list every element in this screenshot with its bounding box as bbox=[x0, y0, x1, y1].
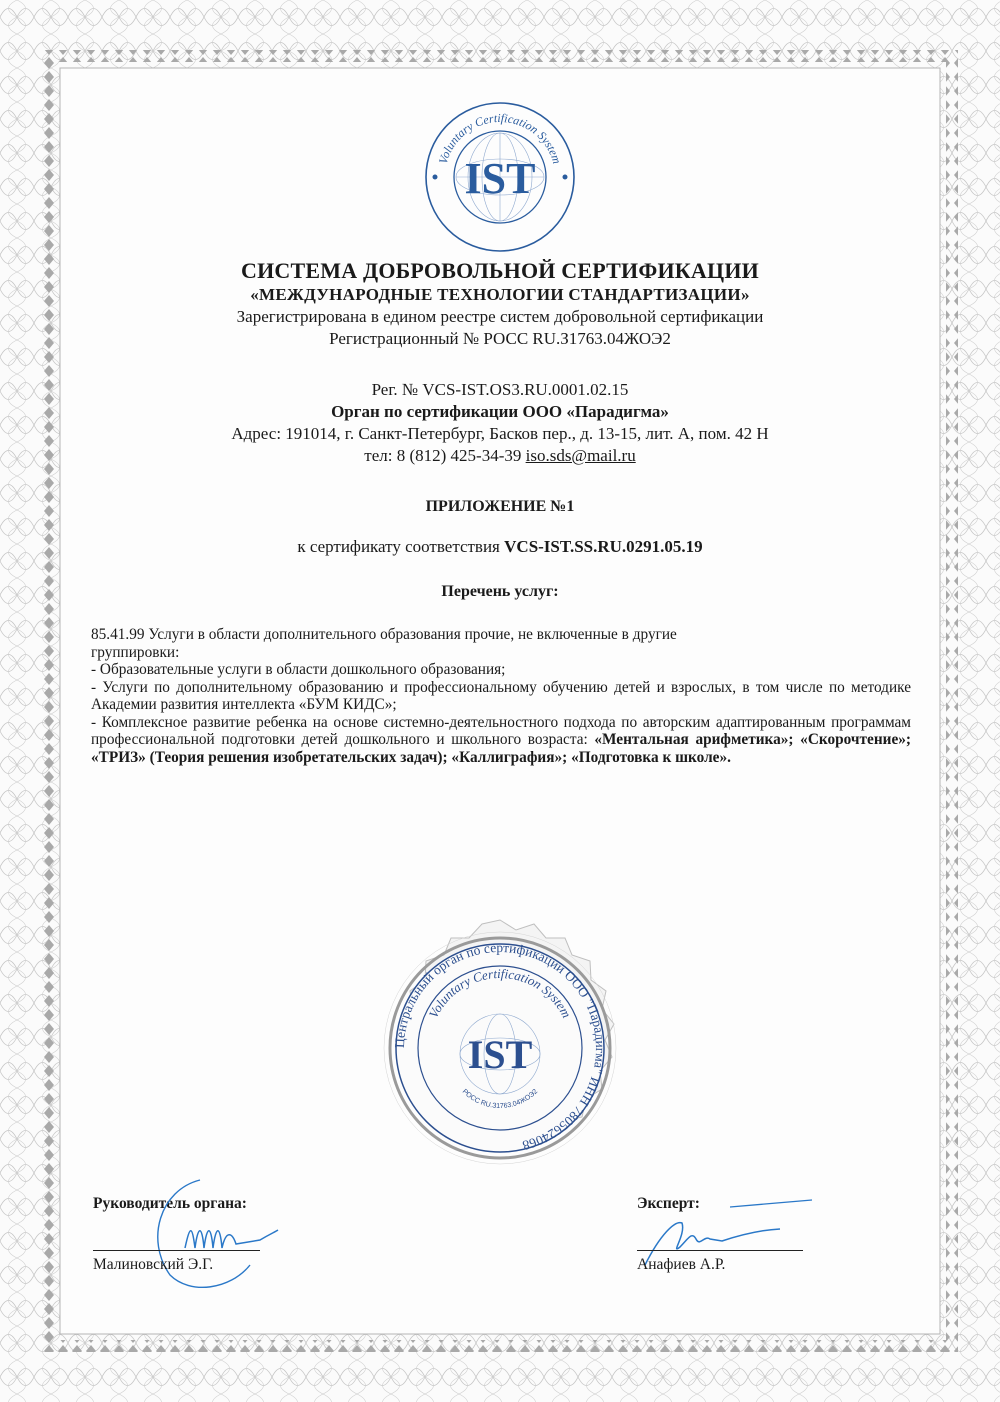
certification-seal bbox=[368, 916, 632, 1180]
system-subtitle: «МЕЖДУНАРОДНЫЕ ТЕХНОЛОГИИ СТАНДАРТИЗАЦИИ» bbox=[250, 285, 750, 304]
appendix-title bbox=[0, 498, 1000, 516]
cert-prefix: к сертификату соответствия bbox=[297, 537, 505, 556]
system-header bbox=[0, 258, 1000, 351]
certificate-reference-line bbox=[0, 537, 1000, 557]
body-address: Адрес: 191014, г. Санкт-Петербург, Басков пер., д. 13-15, лит. А, пом. 42 Н bbox=[231, 424, 769, 443]
appendix-title-text: ПРИЛОЖЕНИЕ №1 bbox=[425, 498, 575, 515]
registration-number: Регистрационный № РОСС RU.З1763.04ЖОЭ2 bbox=[329, 329, 671, 348]
body-name: Орган по сертификации ООО «Парадигма» bbox=[331, 402, 669, 421]
seal-outer-text: Центральный орган по сертификации ООО "Парадигма" ИНН 7805624068 bbox=[391, 939, 609, 1154]
certification-body bbox=[0, 380, 1000, 468]
services-list-title-text: Перечень услуг: bbox=[441, 583, 559, 600]
service-item-preschool: - Образовательные услуги в области дошкольного образования; bbox=[91, 661, 506, 678]
cert-number: VCS-IST.SS.RU.0291.05.19 bbox=[504, 537, 703, 556]
service-code-line: 85.41.99 Услуги в области дополнительного образования прочие, не включенные в другие bbox=[91, 626, 677, 643]
head-signature bbox=[140, 1170, 290, 1300]
expert-signature-line bbox=[637, 1250, 803, 1251]
logo-ring-text: Voluntary Certification System bbox=[435, 110, 565, 166]
services-list-title bbox=[0, 583, 1000, 601]
system-title: СИСТЕМА ДОБРОВОЛЬНОЙ СЕРТИФИКАЦИИ bbox=[241, 258, 759, 283]
seal-mark: IST bbox=[467, 1032, 533, 1077]
head-name: Малиновский Э.Г. bbox=[93, 1256, 214, 1273]
expert-signature-label: Эксперт: bbox=[637, 1195, 700, 1212]
certificate-reference bbox=[0, 537, 1000, 557]
body-reg-number: Рег. № VCS-IST.OS3.RU.0001.02.15 bbox=[371, 380, 629, 399]
head-signature-label: Руководитель органа: bbox=[93, 1195, 247, 1212]
registry-line: Зарегистрирована в едином реестре систем добровольной сертификации bbox=[236, 307, 764, 326]
body-email[interactable]: iso.sds@mail.ru bbox=[525, 446, 636, 465]
service-code-line-cont: группировки: bbox=[91, 643, 180, 661]
head-signature-line bbox=[93, 1250, 260, 1251]
service-item-programs: «Ментальная арифметика»; «Скорочтение»; «ТРИЗ» (Теория решения изобретательских задач); «Каллиграфия»; «Подготовка к школе». bbox=[91, 731, 911, 766]
ist-logo bbox=[423, 100, 577, 254]
services-text bbox=[91, 626, 911, 766]
body-phone: тел: 8 (812) 425-34-39 bbox=[364, 446, 522, 465]
seal-inner-text: Voluntary Certification System bbox=[425, 965, 575, 1021]
body-contacts bbox=[0, 446, 1000, 468]
service-item-development bbox=[91, 714, 911, 767]
logo-mark: IST bbox=[464, 154, 536, 203]
expert-name: Анафиев А.Р. bbox=[637, 1256, 726, 1273]
service-item-development-text: - Комплексное развитие ребенка на основе системно-деятельностного подхода по авторским адаптированным программам профессиональной подготовки детей дошкольного и школьного возраста: bbox=[91, 713, 911, 748]
seal-reg-text: РОСС RU.З1763.04ЖОЭ2 bbox=[460, 1088, 540, 1111]
service-item-additional-education: - Услуги по дополнительному образованию и профессиональному обучению детей и взрослых, в том числе по методике Академии развития интеллекта «БУМ КИДС»; bbox=[91, 678, 911, 713]
